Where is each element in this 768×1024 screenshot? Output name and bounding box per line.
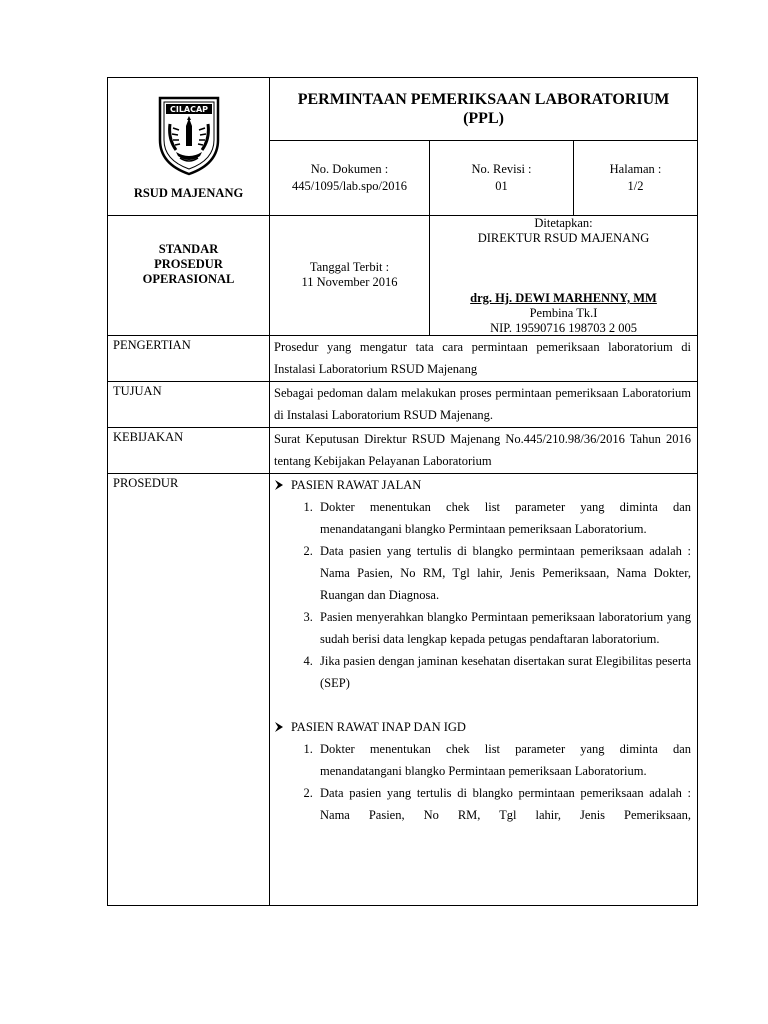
tujuan-label-cell — [108, 382, 270, 428]
prosedur-label: PROSEDUR — [113, 476, 179, 490]
director-title: DIREKTUR RSUD MAJENANG — [477, 231, 650, 245]
list-item: 1. Dokter menentukan chek list parameter yang diminta dan menandatangani blangko Permintaan pemeriksaan Laboratorium. — [316, 496, 691, 540]
pengertian-label-cell — [108, 336, 270, 382]
issue-date-cell — [270, 216, 430, 336]
tujuan-text: Sebagai pedoman dalam melakukan proses permintaan pemeriksaan Laboratorium di Instalasi Laboratorium RSUD Majenang. — [274, 386, 692, 422]
prosedur-text-cell — [270, 474, 698, 906]
sop-type-line2: PROSEDUR — [154, 257, 223, 271]
established-label: Ditetapkan: — [534, 216, 593, 230]
sop-type-cell — [108, 216, 270, 336]
list-item: 2. Data pasien yang tertulis di blangko permintaan pemeriksaan adalah : Nama Pasien, No RM, Tgl lahir, Jenis Pemeriksaan, Nama Dokter, Ruangan dan Diagnosa. — [316, 540, 691, 606]
rawat-inap-title: PASIEN RAWAT INAP DAN IGD — [291, 720, 466, 734]
pengertian-label: PENGERTIAN — [113, 338, 191, 352]
title-cell — [270, 78, 698, 141]
doc-number-value: 445/1095/lab.spo/2016 — [292, 179, 407, 193]
approval-cell — [430, 216, 698, 336]
prosedur-label-cell — [108, 474, 270, 906]
list-item: 4. Jika pasien dengan jaminan kesehatan disertakan surat Elegibilitas peserta (SEP) — [316, 650, 691, 694]
rawat-jalan-list — [270, 496, 697, 694]
kebijakan-text-cell — [270, 428, 698, 474]
doc-number-label: No. Dokumen : — [310, 162, 389, 176]
sop-document-table — [107, 77, 698, 906]
document-title-abbr: (PPL) — [463, 110, 504, 127]
arrow-bullet-icon — [274, 480, 284, 490]
director-name: drg. Hj. DEWI MARHENNY, MM — [470, 291, 657, 305]
issue-date-value: 11 November 2016 — [301, 275, 398, 289]
kebijakan-label: KEBIJAKAN — [113, 430, 184, 444]
revision-cell — [430, 141, 574, 216]
kebijakan-label-cell — [108, 428, 270, 474]
list-item: 2. Data pasien yang tertulis di blangko permintaan pemeriksaan adalah : Nama Pasien, No RM, Tgl lahir, Jenis Pemeriksaan, — [316, 782, 691, 826]
logo-lettering: CILACAP — [169, 105, 208, 115]
pengertian-text: Prosedur yang mengatur tata cara permintaan pemeriksaan laboratorium di Instalasi Laboratorium RSUD Majenang — [274, 340, 692, 376]
rawat-inap-heading — [270, 716, 697, 738]
list-item: 3. Pasien menyerahkan blangko Permintaan pemeriksaan laboratorium yang sudah berisi data lengkap kepada petugas pendaftaran laboratorium. — [316, 606, 691, 650]
pengertian-text-cell — [270, 336, 698, 382]
rawat-inap-list — [270, 738, 697, 826]
page-cell — [574, 141, 698, 216]
issue-date-label: Tanggal Terbit : — [309, 260, 390, 274]
tujuan-label: TUJUAN — [113, 384, 162, 398]
sop-type-line1: STANDAR — [158, 242, 219, 256]
hospital-name: RSUD MAJENANG — [133, 186, 244, 200]
director-rank: Pembina Tk.I — [529, 306, 598, 320]
document-title: PERMINTAAN PEMERIKSAAN LABORATORIUM — [297, 91, 670, 108]
rawat-jalan-heading — [270, 474, 697, 496]
sop-type-line3: OPERASIONAL — [142, 272, 235, 286]
list-item: 1. Dokter menentukan chek list parameter yang diminta dan menandatangani blangko Permintaan pemeriksaan Laboratorium. — [316, 738, 691, 782]
revision-value: 01 — [495, 179, 508, 193]
arrow-bullet-icon — [274, 722, 284, 732]
page-value: 1/2 — [627, 179, 644, 193]
cilacap-seal-logo — [156, 94, 222, 176]
revision-label: No. Revisi : — [471, 162, 532, 176]
kebijakan-text: Surat Keputusan Direktur RSUD Majenang No.445/210.98/36/2016 Tahun 2016 tentang Kebijakan Pelayanan Laboratorium — [274, 432, 692, 468]
director-nip: NIP. 19590716 198703 2 005 — [490, 321, 637, 335]
page-label: Halaman : — [609, 162, 662, 176]
doc-number-cell — [270, 141, 430, 216]
tujuan-text-cell — [270, 382, 698, 428]
logo-cell — [108, 78, 270, 216]
rawat-jalan-title: PASIEN RAWAT JALAN — [291, 478, 422, 492]
